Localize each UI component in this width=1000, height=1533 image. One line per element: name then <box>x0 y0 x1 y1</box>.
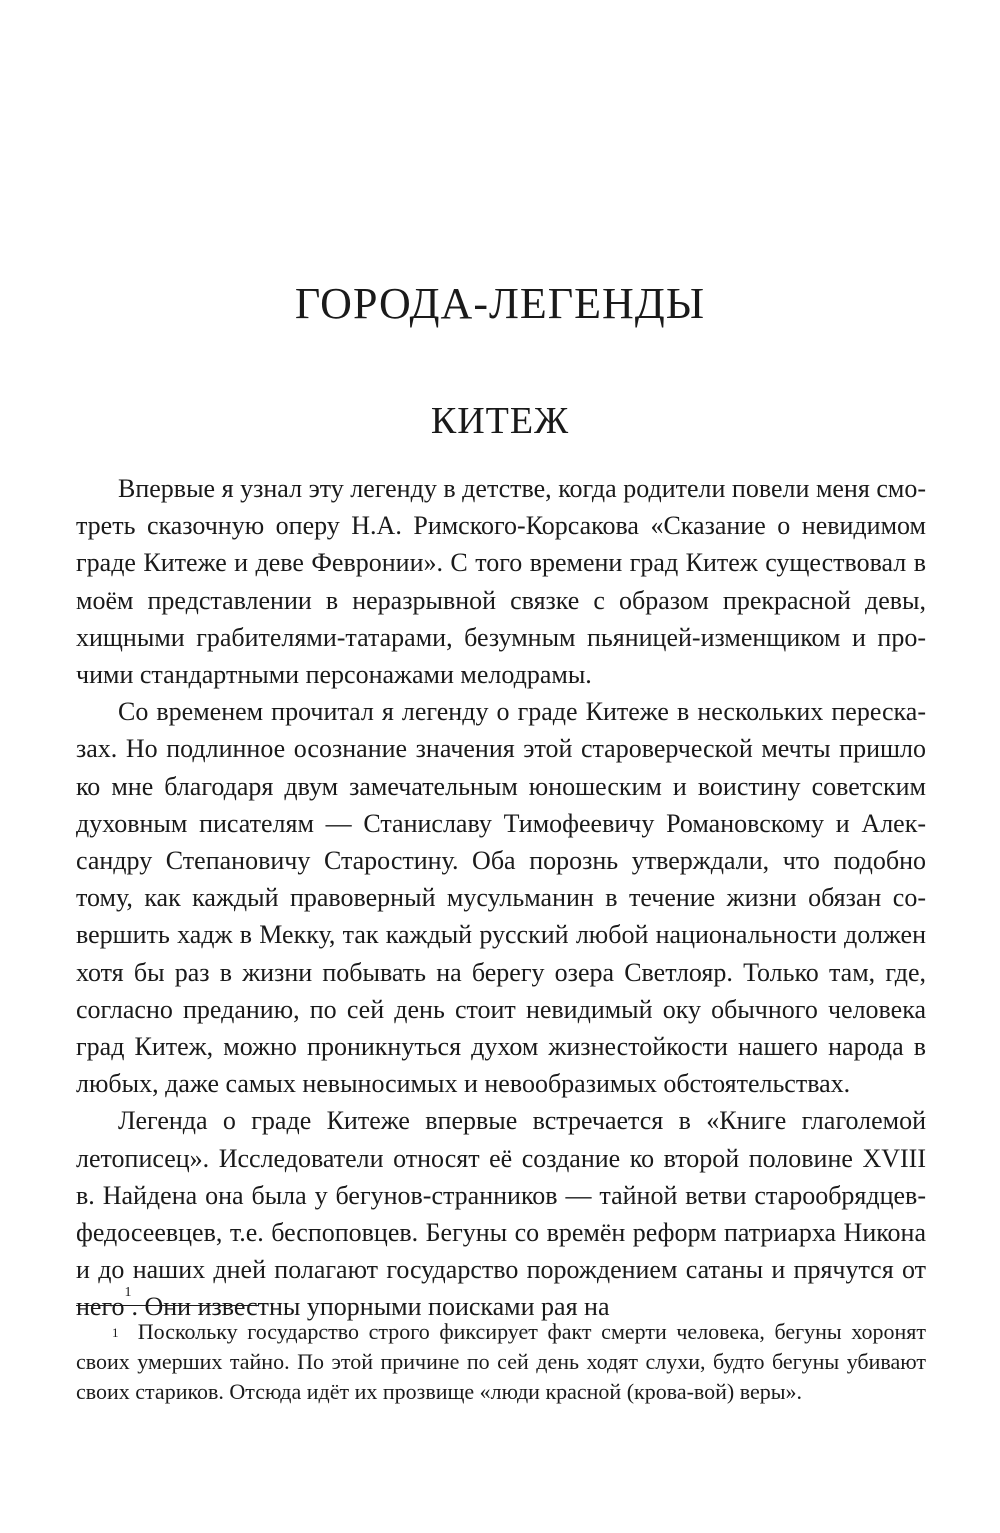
footnote-text: Поскольку государство строго фиксирует факт смерти человека, бегуны хоронят своих умерших тайно. По этой причине по сей день ходят слухи, будто бегуны убивают своих стариков. Отсюда идёт их прозвище «люди красной (крова-вой) веры». <box>76 1319 927 1404</box>
chapter-title: ГОРОДА-ЛЕГЕНДЫ <box>294 279 706 328</box>
footnote-reference: 1 <box>124 1285 132 1301</box>
paragraph-3 <box>76 1102 926 1325</box>
body-text <box>76 470 926 1326</box>
paragraph-3-text-end: . Они известны упорными поисками рая на <box>131 1292 610 1322</box>
section-title: КИТЕЖ <box>430 400 570 442</box>
paragraph-1: Впервые я узнал эту легенду в детстве, когда родители повели меня смо-треть сказочную оперу Н.А. Римского-Корсакова «Сказание о невидимом граде Китеже и деве Февронии». С того времени град Китеж существовал в моём представлении в неразрывной связке с образом прекрасной девы, хищными грабителями-татарами, безумным пьяницей-изменщиком и про-чими стандартными персонажами мелодрамы. <box>76 474 926 690</box>
footnote <box>76 1317 926 1407</box>
paragraph-3-text: Легенда о граде Китеже впервые встречается в «Книге глаголемой летописец». Исследователи относят её создание ко второй половине XVIII в. Найдена она была у бегунов-странников — тайной ветви старообрядцев-федосеевцев, т.е. беспоповцев. Бегуны со времён реформ патриарха Никона и до наших дней полагают государство порождением сатаны и прячутся от него <box>76 1106 926 1322</box>
paragraph-2: Со временем прочитал я легенду о граде Китеже в нескольких переска-зах. Но подлинное осознание значения этой староверческой мечты пришло ко мне благодаря двум замечательным юношеским и воистину советским духовным писателям — Станиславу Тимофеевичу Романовскому и Алек-сандру Степановичу Старостину. Оба порознь утверждали, что подобно тому, как каждый правоверный мусульманин в течение жизни обязан со-вершить хадж в Мекку, так каждый русский любой национальности должен хотя бы раз в жизни побывать на берегу озера Светлояр. Только там, где, согласно преданию, по сей день стоит невидимый оку обычного человека град Китеж, можно проникнуться духом жизнестойкости нашего народа в любых, даже самых невыносимых и невообразимых обстоятельствах. <box>76 697 926 1099</box>
footnote-divider <box>76 1305 258 1306</box>
footnote-mark: 1 <box>112 1325 119 1340</box>
